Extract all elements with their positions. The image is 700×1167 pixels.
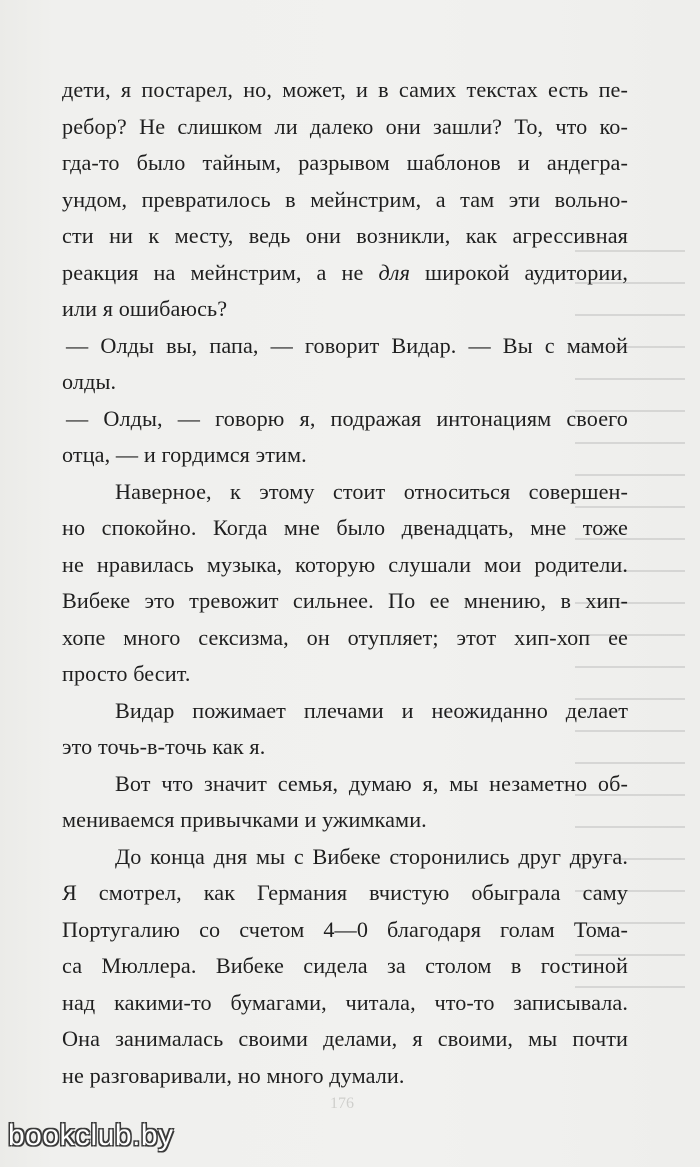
paragraph-first-line: Наверное, к этому стоит относиться совершен- [115, 478, 628, 504]
text-line: мениваемся привычками и ужимками. [62, 807, 427, 832]
text-line: Португалию со счетом 4—0 благодаря голам Тома- [62, 916, 628, 942]
text-segment: реакция на мейнстрим, а не [62, 259, 364, 285]
paragraph-first-line: Вот что значит семья, думаю я, мы незаметно об- [115, 770, 628, 796]
dialogue-line: — Олды вы, папа, — говорит Видар. — Вы с мамой [66, 332, 628, 358]
text-line: не разговаривали, но много думали. [62, 1062, 405, 1088]
text-line: это точь-в-точь как я. [62, 734, 266, 759]
text-line: хопе много сексизма, он отупляет; этот хип-хоп ее [62, 624, 628, 650]
text-segment: широкой аудитории, [425, 259, 629, 285]
text-line: над какими-то бумагами, читала, что-то записывала. [62, 989, 628, 1015]
text-line: или я ошибаюсь? [62, 296, 228, 321]
page-number: 176 [330, 1095, 354, 1112]
text-line: Я смотрел, как Германия вчистую обыграла саму [62, 880, 628, 905]
text-line: не нравилась музыка, которую слушали мои родители. [62, 551, 628, 577]
text-line: ундом, превратилось в мейнстрим, а там эти вольно- [62, 186, 628, 212]
body-text [62, 72, 628, 1094]
text-line: Она занималась своими делами, я своими, мы почти [62, 1026, 628, 1051]
paragraph-first-line: До конца дня мы с Вибеке сторонились друг друга. [115, 843, 628, 869]
paragraph-first-line: Видар пожимает плечами и неожиданно делает [115, 697, 628, 723]
text-line: но спокойно. Когда мне было двенадцать, мне тоже [62, 515, 628, 540]
text-line-with-italic [62, 255, 628, 292]
text-line: ребор? Не слишком ли далеко они зашли? То, что ко- [62, 113, 628, 139]
italic-word: для [378, 259, 410, 285]
text-line: Вибеке это тревожит сильнее. По ее мнению, в хип- [62, 588, 628, 613]
text-line: отца, — и гордимся этим. [62, 442, 307, 467]
text-line: дети, я постарел, но, может, и в самих текстах есть пе- [62, 77, 628, 102]
text-line: олды. [62, 369, 117, 394]
text-line: сти ни к месту, ведь они возникли, как агрессивная [62, 223, 628, 248]
text-line: са Мюллера. Вибеке сидела за столом в гостиной [62, 953, 628, 978]
text-line: просто бесит. [62, 661, 191, 686]
watermark-logo: bookclub.by [8, 1119, 174, 1152]
dialogue-line: — Олды, — говорю я, подражая интонациям своего [66, 405, 628, 431]
text-line: гда-то было тайным, разрывом шаблонов и андегра- [62, 150, 628, 175]
